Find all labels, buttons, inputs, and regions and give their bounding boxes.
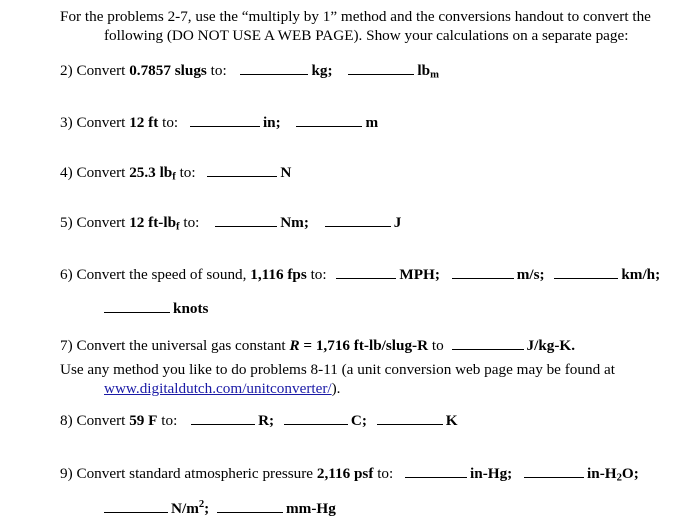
problem-8: 8) Convert 59 F to: R; C; K [60, 412, 458, 429]
problem-7: 7) Convert the universal gas constant R = 1,716 ft-lb/slug-R to J/kg-K. [60, 337, 576, 354]
answer-blank[interactable] [296, 126, 362, 127]
answer-blank[interactable] [104, 512, 168, 513]
problem-6: 6) Convert the speed of sound, 1,116 fps to: MPH; m/s; km/h; [60, 266, 661, 283]
answer-blank[interactable] [191, 424, 255, 425]
problem-5: 5) Convert 12 $ft-lb_f$ to: Nm; J [60, 214, 402, 233]
answer-blank[interactable] [104, 312, 170, 313]
answer-blank[interactable] [377, 424, 443, 425]
problem-9: 9) Convert standard atmospheric pressure 2,116 psf to: in-Hg; $in-H_2O$; [60, 465, 639, 484]
problem-9-continued: $N/m^2$; mm-Hg [104, 500, 336, 518]
answer-blank[interactable] [405, 477, 467, 478]
instructions-line-2: following (DO NOT USE A WEB PAGE). Show your calculations on a separate page: [104, 27, 629, 44]
problem-3: 3) Convert 12 ft to: in; m [60, 114, 379, 131]
answer-blank[interactable] [524, 477, 584, 478]
answer-blank[interactable] [325, 226, 391, 227]
method-note-link-line: www.digitaldutch.com/unitconverter/). [104, 380, 341, 397]
answer-blank[interactable] [336, 278, 396, 279]
answer-blank[interactable] [452, 349, 524, 350]
answer-blank[interactable] [452, 278, 514, 279]
unit-converter-link[interactable]: www.digitaldutch.com/unitconverter/ [104, 380, 332, 397]
problem-6-continued: knots [104, 300, 208, 318]
answer-blank[interactable] [240, 74, 308, 75]
answer-blank[interactable] [190, 126, 260, 127]
answer-blank[interactable] [284, 424, 348, 425]
instructions-line-1: For the problems 2-7, use the “multiply by 1” method and the conversions handout to convert the [60, 8, 651, 25]
answer-blank[interactable] [348, 74, 414, 75]
answer-blank[interactable] [207, 176, 277, 177]
problem-4: 4) Convert 25.3 $lb_f$ to: N [60, 164, 292, 183]
answer-blank[interactable] [215, 226, 277, 227]
method-note: Use any method you like to do problems 8-11 (a unit conversion web page may be found at [60, 361, 615, 378]
answer-blank[interactable] [554, 278, 618, 279]
problem-2: 2) Convert 0.7857 slugs to: kg; $lb_m$ [60, 62, 439, 81]
answer-blank[interactable] [217, 512, 283, 513]
